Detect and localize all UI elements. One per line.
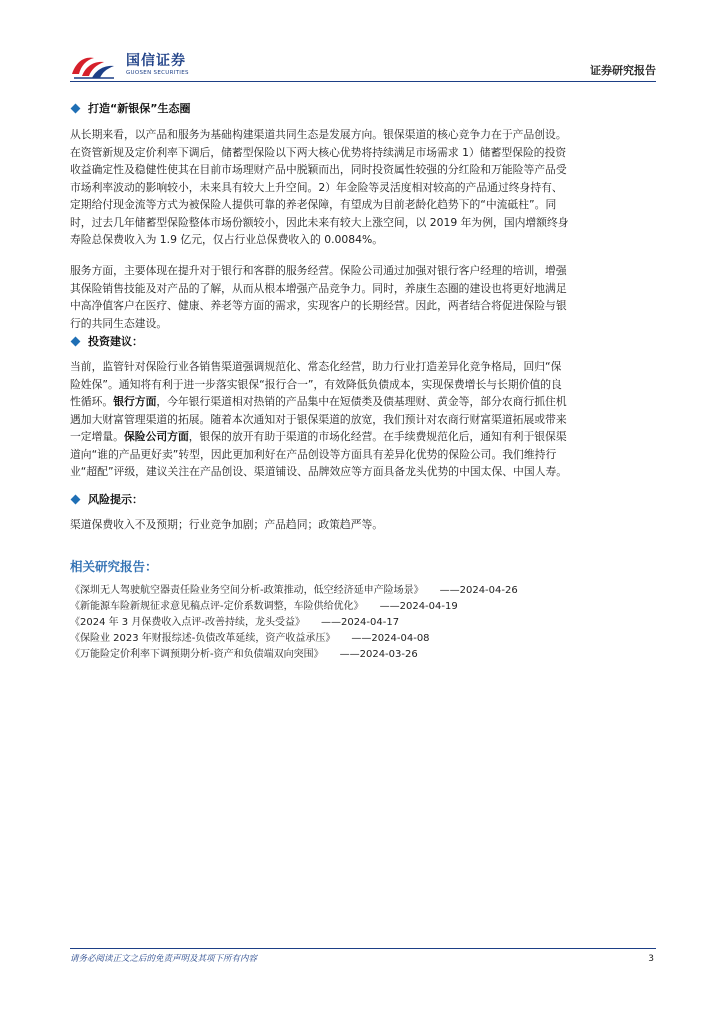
related-report-date: ——2024-04-08 [351, 633, 430, 644]
section-heading-ecosystem [70, 100, 190, 116]
bullet-diamond-icon [71, 337, 81, 347]
related-reports-title: 相关研究报告： [70, 559, 158, 574]
related-reports-list [70, 583, 656, 663]
text-line [70, 428, 656, 446]
header-divider [70, 81, 656, 82]
text-line [70, 393, 656, 411]
text-span: ，今年银行渠道相对热销的产品集中在短债类及债基理财、黄金等，部分农商行抓住机 [156, 395, 567, 408]
related-report-item[interactable] [70, 647, 656, 663]
text-line: 中高净值客户在医疗、健康、养老等方面的需求，实现客户的长期经营。因此，两者结合将促进保险与银 [70, 299, 567, 312]
section-heading-text: 投资建议： [88, 335, 143, 348]
text-span: 一定增量。 [70, 430, 124, 443]
text-line: 渠道保费收入不及预期；行业竞争加剧；产品趋同；政策趋严等。 [70, 518, 384, 531]
paragraph-investment [70, 358, 656, 481]
related-report-date: ——2024-04-19 [379, 601, 458, 612]
section-heading-investment [70, 333, 143, 349]
section-heading-text: 风险提示： [88, 493, 143, 506]
text-line: 行的共同生态建设。 [70, 316, 168, 330]
logo-text-en: GUOSEN SECURITIES [126, 70, 189, 76]
text-line: 市场利率波动的影响较小，未来具有较大上升空间。2）年金险等灵活度相对较高的产品通过终身持有、 [70, 180, 563, 194]
bullet-diamond-icon [71, 495, 81, 505]
paragraph-products [70, 126, 656, 249]
related-report-title: 《新能源车险新规征求意见稿点评-定价系数调整，车险供给优化》 [70, 601, 364, 612]
bold-label-bank: 银行方面 [113, 395, 157, 408]
text-span: ，银保的放开有助于渠道的市场化经营。在手续费规范化后，通知有利于银保渠 [188, 430, 567, 443]
related-report-date: ——2024-03-26 [339, 649, 418, 660]
text-line: 其保险销售技能及对产品的了解，从而从根本增强产品竞争力。同时，养康生态圈的建设也将更好地满足 [70, 281, 567, 295]
related-report-title: 《万能险定价利率下调预期分析-资产和负债端双向突围》 [70, 649, 324, 660]
page-number: 3 [648, 954, 654, 964]
text-line: 险姓保”。通知将有利于进一步落实银保“报行合一”，有效降低负债成本，实现保费增长与长期价值的良 [70, 377, 562, 391]
logo-mark-icon [70, 52, 116, 80]
paragraph-services [70, 262, 656, 332]
text-line: 收益确定性及稳健性使其在目前市场理财产品中脱颖而出，同时投资属性较强的分红险和万能险等产品受 [70, 163, 567, 176]
footer-divider [70, 948, 656, 949]
related-report-item[interactable] [70, 599, 656, 615]
text-line: 遇加大财富管理渠道的拓展。随着本次通知对于银保渠道的放宽，我们预计对农商行财富渠道拓展或带来 [70, 412, 567, 426]
company-logo [70, 48, 240, 82]
text-span: 性循环。 [70, 395, 114, 408]
text-line: 寿险总保费收入为 1.9 亿元，仅占行业总保费收入的 0.0084%。 [70, 233, 384, 246]
section-heading-risk [70, 491, 143, 507]
logo-text-cn: 国信证券 [126, 53, 186, 69]
related-report-title: 《保险业 2023 年财报综述-负债改革延续，资产收益承压》 [70, 633, 336, 644]
text-line: 道向“谁的产品更好卖”转型，因此更加利好在产品创设等方面具有差异化优势的保险公司。我们维持行 [70, 447, 557, 461]
footer-disclaimer: 请务必阅读正文之后的免责声明及其项下所有内容 [70, 954, 258, 964]
text-line: 服务方面，主要体现在提升对于银行和客群的服务经营。保险公司通过加强对银行客户经理的培训，增强 [70, 264, 567, 277]
related-report-title: 《2024 年 3 月保费收入点评-改善持续，龙头受益》 [70, 617, 305, 628]
text-line: 当前，监管针对保险行业各销售渠道强调规范化、常态化经营，助力行业打造差异化竞争格局，回归“保 [70, 360, 562, 373]
paragraph-risk [70, 516, 656, 534]
bold-label-insurer: 保险公司方面 [123, 430, 189, 443]
related-report-title: 《深圳无人驾驶航空器责任险业务空间分析-政策推动，低空经济延申产险场景》 [70, 585, 424, 596]
text-line: 在资管新规及定价利率下调后，储蓄型保险以下两大核心优势将持续满足市场需求 1）储蓄型保险的投资 [70, 145, 567, 159]
text-line: 时，过去几年储蓄型保险整体市场份额较小，因此未来有较大上涨空间，以 2019 年为例，国内增额终身 [70, 215, 569, 229]
section-heading-text: 打造“新银保”生态圈 [88, 102, 191, 115]
text-line: 从长期来看，以产品和服务为基础构建渠道共同生态是发展方向。银保渠道的核心竞争力在于产品创设。 [70, 128, 567, 141]
text-line: 业“超配”评级，建议关注在产品创设、渠道铺设、品牌效应等方面具备龙头优势的中国太保、中国人寿。 [70, 465, 568, 478]
bullet-diamond-icon [71, 104, 81, 114]
related-report-date: ——2024-04-17 [320, 617, 400, 628]
related-report-item[interactable] [70, 583, 656, 599]
text-line: 定期给付现金流等方式为被保险人提供可靠的养老保障，有望成为目前老龄化趋势下的“中流砥柱”。同 [70, 198, 557, 211]
page-header [70, 48, 656, 82]
related-report-item[interactable] [70, 615, 656, 631]
report-type-label: 证券研究报告 [590, 64, 656, 77]
related-report-date: ——2024-04-26 [439, 585, 518, 596]
related-report-item[interactable] [70, 631, 656, 647]
